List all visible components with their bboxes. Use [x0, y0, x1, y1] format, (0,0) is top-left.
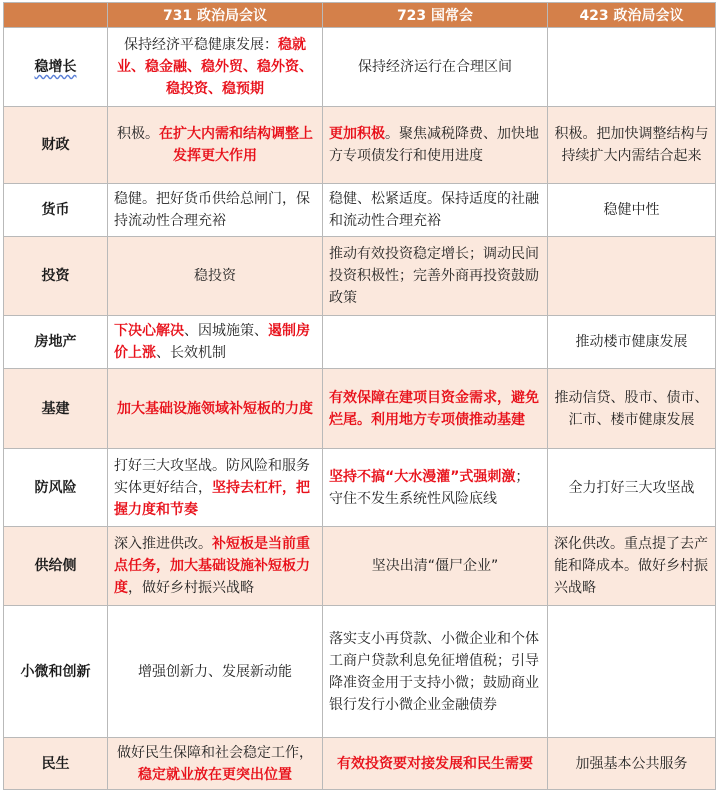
cell-723: 坚决出清“僵尸企业”: [323, 527, 548, 606]
cell-723: 落实支小再贷款、小微企业和个体工商户贷款利息免征增值税；引导降准资金用于支持小微；鼓励商业银行发行小微企业金融债券: [323, 606, 548, 738]
table-row: [4, 369, 716, 449]
cell-731: [108, 449, 323, 527]
cell-text: 打好三大攻坚战。防风险和服务实体更好结合，: [114, 457, 310, 496]
highlight-text: 坚持去杠杆，把握力度和节奏: [114, 479, 310, 518]
cell-731: [108, 316, 323, 369]
cell-723: 保持经济运行在合理区间: [323, 28, 548, 107]
cell-731: 加大基础设施领域补短板的力度: [108, 369, 323, 449]
cell-text: 做好民生保障和社会稳定工作，: [117, 744, 313, 761]
table-row: [4, 449, 716, 527]
header-731-politburo: 731 政治局会议: [108, 3, 323, 28]
highlight-text: 更加积极: [329, 126, 385, 142]
highlight-text: 遏制房价上涨: [114, 323, 310, 361]
cell-423: 推动楼市健康发展: [548, 316, 716, 369]
category-label: 房地产: [4, 316, 108, 369]
category-label: 民生: [4, 738, 108, 790]
category-label: 供给侧: [4, 527, 108, 606]
cell-731: [108, 107, 323, 184]
cell-423: 积极。把加快调整结构与持续扩大内需结合起来: [548, 107, 716, 184]
cell-text: 、因城施策、: [184, 323, 268, 339]
cell-731: [108, 28, 323, 107]
table-row: [4, 28, 716, 107]
table-header-row: [4, 3, 716, 28]
cell-text: 、长效机制: [156, 345, 226, 361]
category-label: 投资: [4, 237, 108, 316]
header-423-politburo: 423 政治局会议: [548, 3, 716, 28]
cell-723: 有效保障在建项目资金需求，避免烂尾。利用地方专项债推动基建: [323, 369, 548, 449]
table-row: [4, 527, 716, 606]
header-corner: [4, 3, 108, 28]
highlight-text: 下决心解决: [114, 323, 184, 339]
cell-731: [108, 527, 323, 606]
cell-423: [548, 237, 716, 316]
cell-723: [323, 316, 548, 369]
table-row: [4, 107, 716, 184]
cell-423: 推动信贷、股市、债市、汇市、楼市健康发展: [548, 369, 716, 449]
cell-723: 有效投资要对接发展和民生需要: [323, 738, 548, 790]
cell-731: [108, 738, 323, 790]
cell-423: [548, 28, 716, 107]
cell-723: 推动有效投资稳定增长；调动民间投资积极性；完善外商再投资鼓励政策: [323, 237, 548, 316]
cell-text: 保持经济平稳健康发展：: [124, 37, 278, 53]
category-label: 货币: [4, 184, 108, 237]
category-label: 稳增长: [34, 59, 77, 75]
cell-723: [323, 449, 548, 527]
table-row: [4, 316, 716, 369]
cell-731: 增强创新力、发展新动能: [108, 606, 323, 738]
highlight-text: 坚持不搞“大水漫灌”式强刺激: [329, 468, 516, 485]
cell-423: [548, 606, 716, 738]
category-label: 基建: [4, 369, 108, 449]
table-row: [4, 237, 716, 316]
cell-text: 深入推进供改。: [114, 536, 212, 552]
cell-731: 稳投资: [108, 237, 323, 316]
category-label: 防风险: [4, 449, 108, 527]
category-label: 小微和创新: [4, 606, 108, 738]
cell-423: 稳健中性: [548, 184, 716, 237]
highlight-text: 稳定就业放在更突出位置: [138, 766, 292, 783]
cell-423: 全力打好三大攻坚战: [548, 449, 716, 527]
cell-723: [323, 107, 548, 184]
cell-423: 深化供改。重点提了去产能和降成本。做好乡村振兴战略: [548, 527, 716, 606]
cell-423: 加强基本公共服务: [548, 738, 716, 790]
policy-comparison-table: [3, 2, 716, 790]
cell-text: 积极。: [117, 126, 159, 142]
table-row: [4, 184, 716, 237]
cell-731: 稳健。把好货币供给总闸门，保持流动性合理充裕: [108, 184, 323, 237]
header-723-state-council: 723 国常会: [323, 3, 548, 28]
category-label: 财政: [4, 107, 108, 184]
highlight-text: 补短板是当前重点任务，加大基础设施补短板力度: [114, 536, 310, 596]
highlight-text: 在扩大内需和结构调整上发挥更大作用: [159, 126, 313, 164]
cell-723: 稳健、松紧适度。保持适度的社融和流动性合理充裕: [323, 184, 548, 237]
cell-text: ，做好乡村振兴战略: [128, 580, 254, 596]
table-row: [4, 606, 716, 738]
highlight-text: 稳就业、稳金融、稳外贸、稳外资、稳投资、稳预期: [117, 37, 313, 97]
cell-text: 。聚焦减税降费、加快地方专项债发行和使用进度: [329, 126, 539, 164]
cell-text: ；守住不发生系统性风险底线: [329, 468, 530, 507]
table-row: [4, 738, 716, 790]
